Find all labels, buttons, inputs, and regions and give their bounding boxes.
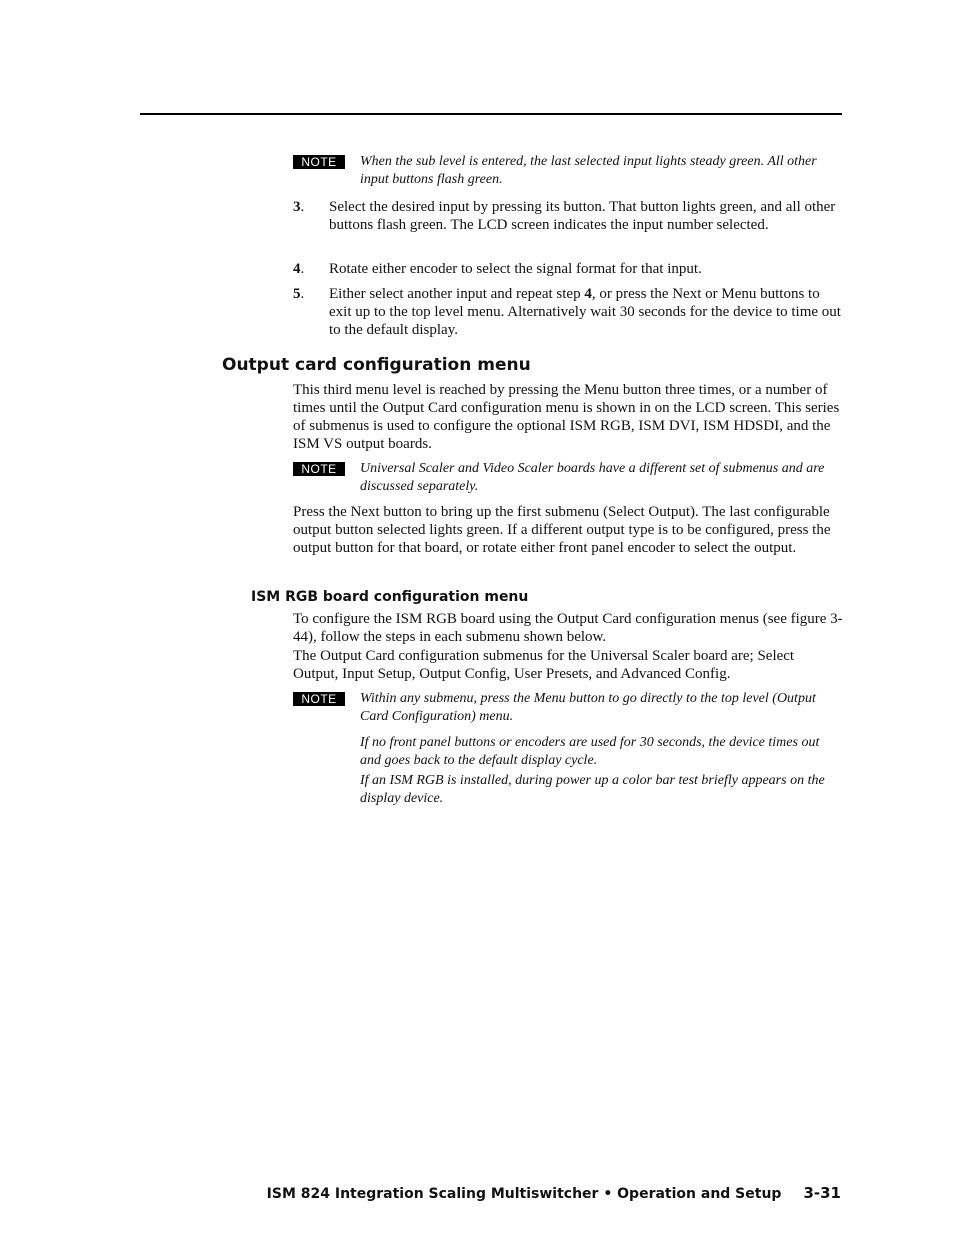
step-text: Select the desired input by pressing its button. That button lights green, and all other buttons flash green. The LCD screen indicates the input number selected. [329,199,836,233]
section-intro-paragraph: This third menu level is reached by pressing the Menu button three times, or a number of times until the Output Card configuration menu is shown in on the LCD screen. This series of submenus is used to configure the optional ISM RGB, ISM DVI, ISM HDSDI, and the ISM VS output boards. [293,382,840,452]
subsection-paragraph-2: The Output Card configuration submenus for the Universal Scaler board are; Select Output, Input Setup, Output Config, User Presets, and Advanced Config. [293,648,795,682]
step-5 [293,285,843,339]
note-text-color-bar: If an ISM RGB is installed, during power up a color bar test briefly appears on the display device. [360,773,825,806]
step-4 [293,260,843,278]
header-rule [140,113,842,115]
note-universal-scaler [293,460,842,496]
note-submenu [293,690,842,808]
note-badge: NOTE [293,692,345,706]
page-footer [267,1184,841,1202]
section-heading: Output card configuration menu [222,355,531,375]
step-reference: 4 [584,286,592,302]
step-text: Either select another input and repeat step 4, or press the Next or Menu buttons to exit up to the top level menu. Alternatively wait 30 seconds for the device to time out to the default display. [329,286,841,338]
subsection-paragraph-1: To configure the ISM RGB board using the Output Card configuration menus (see figure 3-44), follow the steps in each submenu shown below. [293,611,843,645]
step-number: 3. [293,199,305,215]
step-number: 5. [293,286,305,302]
step-number: 4. [293,261,305,277]
note-text: Within any submenu, press the Menu button to go directly to the top level (Output Card Configuration) menu. [360,691,816,724]
note-text: Universal Scaler and Video Scaler boards have a different set of submenus and are discussed separately. [360,461,825,494]
step-3 [293,198,843,234]
page-number: 3-31 [803,1184,841,1202]
subsection-heading: ISM RGB board configuration menu [251,589,529,605]
step-text: Rotate either encoder to select the signal format for that input. [329,261,702,277]
note-sub-level [293,153,842,189]
note-badge: NOTE [293,462,345,476]
note-text: When the sub level is entered, the last selected input lights steady green. All other input buttons flash green. [360,154,817,187]
footer-title: ISM 824 Integration Scaling Multiswitcher • Operation and Setup [266,1186,782,1202]
next-button-paragraph: Press the Next button to bring up the first submenu (Select Output). The last configurable output button selected lights green. If a different output type is to be configured, press the output button for that board, or rotate either front panel encoder to select the output. [293,504,831,556]
note-badge: NOTE [293,155,345,169]
note-text-timeout: If no front panel buttons or encoders are used for 30 seconds, the device times out and goes back to the default display cycle. [360,735,820,768]
